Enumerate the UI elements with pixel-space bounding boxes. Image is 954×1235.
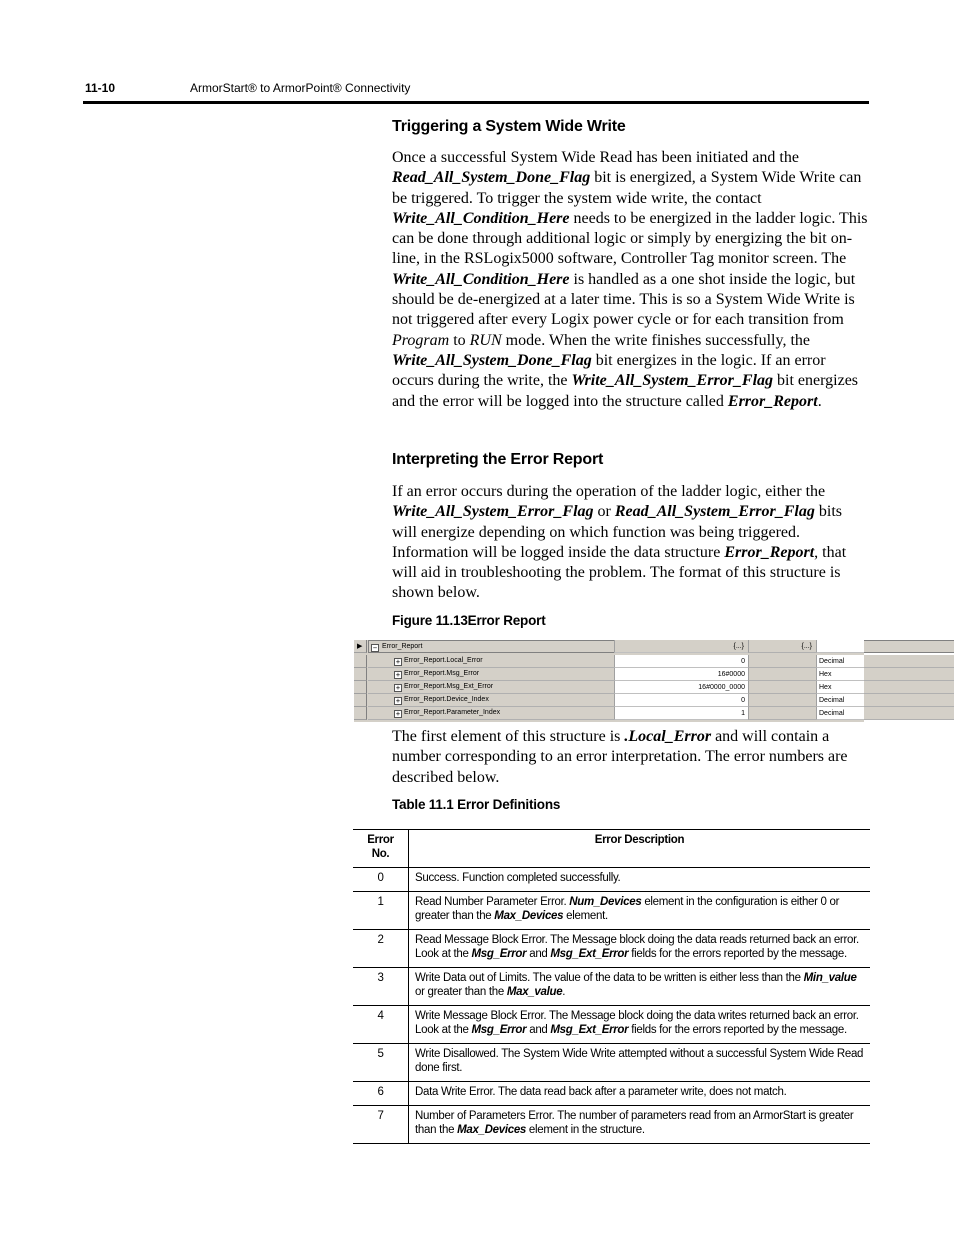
tag-value[interactable]: 1: [614, 707, 748, 720]
row-pointer-arrow-icon: ▶: [357, 642, 363, 650]
tag-value[interactable]: 0: [614, 694, 748, 707]
emphasized-term: Write_All_Condition_Here: [392, 270, 570, 288]
tag-value: {...}: [614, 640, 748, 653]
text-run: bit energizes and the error will be logged into the structure called: [392, 372, 859, 410]
section-heading-trigger-write: Triggering a System Wide Write: [392, 118, 626, 135]
error-description-cell: [409, 868, 871, 892]
tag-name: Error_Report.Msg_Ext_Error: [404, 683, 494, 690]
tag-row[interactable]: [354, 668, 864, 681]
emphasized-term: Write_All_System_Error_Flag: [571, 372, 774, 390]
emphasized-term: Read_All_System_Error_Flag: [614, 503, 815, 521]
row-selector[interactable]: [354, 655, 367, 668]
error-number-cell: 0: [353, 868, 409, 892]
tag-style: [816, 640, 864, 653]
text-run: element in the structure.: [526, 1124, 645, 1136]
tag-force-mask: {...}: [748, 640, 816, 653]
emphasized-term: Write_All_Condition_Here: [392, 209, 570, 227]
text-run: and: [526, 948, 551, 960]
error-number-cell: 1: [353, 892, 409, 930]
emphasized-term: Max_Devices: [457, 1124, 527, 1136]
text-run: or: [593, 503, 615, 521]
text-run: mode. When the write finishes successfully, the: [501, 331, 811, 349]
table-header-row: [353, 830, 870, 868]
tag-value[interactable]: 16#0000_0000: [614, 681, 748, 694]
header-rule: [83, 101, 869, 104]
table-row: [353, 892, 870, 930]
text-run: The first element of this structure is: [392, 728, 625, 745]
error-number-cell: 2: [353, 930, 409, 968]
emphasized-term: Num_Devices: [569, 896, 642, 908]
error-number-cell: 5: [353, 1044, 409, 1082]
text-run: Read Message Block Error. The Message block doing the data reads returned back an error. Look at the: [415, 934, 859, 960]
text-run: fields for the errors reported by the message.: [628, 948, 847, 960]
table-row: [353, 1044, 870, 1082]
tag-style[interactable]: Hex: [816, 668, 864, 681]
text-run: Data Write Error. The data read back after a parameter write, does not match.: [415, 1086, 787, 1098]
emphasized-term: Write_All_System_Error_Flag: [392, 503, 594, 521]
text-run: Once a successful System Wide Read has been initiated and the: [392, 149, 799, 166]
paragraph-trigger-write: [392, 148, 870, 412]
tag-style[interactable]: Decimal: [816, 655, 864, 668]
row-pointer: [354, 640, 367, 653]
text-run: and will contain a number corresponding to an error interpretation. The error numbers are described below.: [392, 728, 848, 786]
text-run: to: [449, 331, 470, 349]
emphasized-term: .Local_Error: [624, 728, 712, 745]
tag-name: Error_Report.Parameter_Index: [404, 709, 501, 716]
text-run: bits will energize depending on which function was being triggered. Information will be logged inside the data structure: [392, 503, 842, 561]
expand-icon[interactable]: +: [395, 658, 401, 666]
tag-row[interactable]: [354, 707, 864, 720]
text-run: needs to be energized in the ladder logic. This can be done through additional logic or simply by energizing the bit on-line, in the RSLogix5000 software, Controller Tag monitor screen. The: [392, 209, 868, 268]
paragraph-error-report: [392, 482, 870, 604]
tag-style[interactable]: Hex: [816, 681, 864, 694]
tag-row-error-report[interactable]: [354, 640, 864, 653]
error-number-cell: 7: [353, 1106, 409, 1144]
table-row: [353, 1006, 870, 1044]
error-description-cell: [409, 930, 871, 968]
expand-icon[interactable]: +: [395, 671, 401, 679]
emphasized-term: Msg_Ext_Error: [550, 948, 629, 960]
text-run: , that will aid in troubleshooting the problem. The format of this structure is shown below.: [392, 543, 847, 602]
tag-value[interactable]: 0: [614, 655, 748, 668]
text-run: Write Message Block Error. The Message block doing the data writes returned back an error. Look at the: [415, 1010, 859, 1036]
row-selector[interactable]: [354, 668, 367, 681]
tag-style[interactable]: Decimal: [816, 707, 864, 720]
text-run: element in the configuration is either 0 or greater than the: [415, 896, 840, 922]
text-run: fields for the errors reported by the message.: [628, 1024, 847, 1036]
text-run: Write Disallowed. The System Wide Write attempted without a successful System Wide Read done first.: [415, 1048, 864, 1074]
emphasized-term: Write_All_System_Done_Flag: [392, 351, 592, 369]
table-row: [353, 930, 870, 968]
emphasized-term: Read_All_System_Done_Flag: [392, 169, 591, 187]
table-row: [353, 1106, 870, 1144]
running-header: ArmorStart® to ArmorPoint® Connectivity: [190, 81, 411, 95]
section-heading-error-report: Interpreting the Error Report: [392, 451, 604, 468]
error-description-cell: [409, 1006, 871, 1044]
tag-row[interactable]: [354, 655, 864, 668]
text-run: or greater than the: [415, 986, 507, 998]
error-description-cell: [409, 892, 871, 930]
emphasized-term: Min_value: [803, 972, 857, 984]
tag-row[interactable]: [354, 694, 864, 707]
text-run: element.: [563, 910, 608, 922]
text-run: Success. Function completed successfully.: [415, 872, 621, 884]
table-row: [353, 968, 870, 1006]
expand-icon[interactable]: +: [395, 710, 401, 718]
text-run: is handled as a one shot inside the logic, but should be de-energized at a later time. This is so a System Wide Write is not triggered after every Logix power cycle or for each transition from: [392, 270, 856, 329]
text-run: Number of Parameters Error. The number of parameters read from an ArmorStart is greater than the: [415, 1110, 854, 1136]
error-description-cell: [409, 968, 871, 1006]
text-run: Read Number Parameter Error.: [415, 896, 570, 908]
figure-caption: Figure 11.13Error Report: [392, 613, 546, 628]
emphasized-term: Max_value: [506, 986, 563, 998]
text-run: If an error occurs during the operation of the ladder logic, either the: [392, 483, 826, 500]
emphasized-term: Msg_Error: [471, 948, 527, 960]
paragraph-local-error: [392, 727, 870, 788]
table-caption: Table 11.1 Error Definitions: [392, 797, 561, 812]
error-description-cell: [409, 1082, 871, 1106]
text-run: .: [817, 392, 822, 410]
tag-name: Error_Report.Msg_Error: [404, 670, 480, 677]
collapse-icon[interactable]: −: [372, 644, 378, 652]
tag-force-mask: [748, 694, 816, 707]
emphasized-term: Error_Report: [727, 392, 818, 410]
emphasized-term: Max_Devices: [494, 910, 564, 922]
tag-name: Error_Report: [382, 643, 423, 650]
error-number-cell: 4: [353, 1006, 409, 1044]
text-run: and: [526, 1024, 551, 1036]
expand-icon[interactable]: +: [395, 684, 401, 692]
tag-row[interactable]: [354, 681, 864, 694]
text-run: bit is energized, a System Wide Write can be triggered. To trigger the system wide write, the contact: [392, 169, 862, 207]
expand-icon[interactable]: +: [395, 697, 401, 705]
error-description-cell: [409, 1106, 871, 1144]
text-run: .: [562, 986, 566, 998]
error-number-cell: 3: [353, 968, 409, 1006]
table-row: [353, 868, 870, 892]
text-run: Write Data out of Limits. The value of the data to be written is either less than the: [415, 972, 804, 984]
error-number-cell: 6: [353, 1082, 409, 1106]
error-description-cell: [409, 1044, 871, 1082]
tag-force-mask: [748, 655, 816, 668]
table-row: [353, 1082, 870, 1106]
emphasized-term: Error_Report: [724, 543, 815, 561]
tag-force-mask: [748, 707, 816, 720]
italic-term: Program: [392, 331, 450, 349]
row-selector[interactable]: [354, 694, 367, 707]
tag-force-mask: [748, 681, 816, 694]
row-selector[interactable]: [354, 681, 367, 694]
column-header-error-description: Error Description: [409, 830, 871, 868]
emphasized-term: Msg_Ext_Error: [550, 1024, 629, 1036]
row-selector[interactable]: [354, 707, 367, 720]
column-header-error-no: Error No.: [353, 830, 409, 868]
tag-name: Error_Report.Device_Index: [404, 696, 489, 703]
page-number: 11-10: [85, 81, 116, 95]
tag-style[interactable]: Decimal: [816, 694, 864, 707]
error-report-figure: [354, 640, 864, 722]
text-run: bit energizes in the logic. If an error occurs during the write, the: [392, 351, 826, 390]
error-definitions-table: [353, 829, 870, 1144]
tag-name: Error_Report.Local_Error: [404, 657, 483, 664]
emphasized-term: Msg_Error: [471, 1024, 527, 1036]
tag-force-mask: [748, 668, 816, 681]
tag-value[interactable]: 16#0000: [614, 668, 748, 681]
italic-term: RUN: [469, 331, 502, 349]
